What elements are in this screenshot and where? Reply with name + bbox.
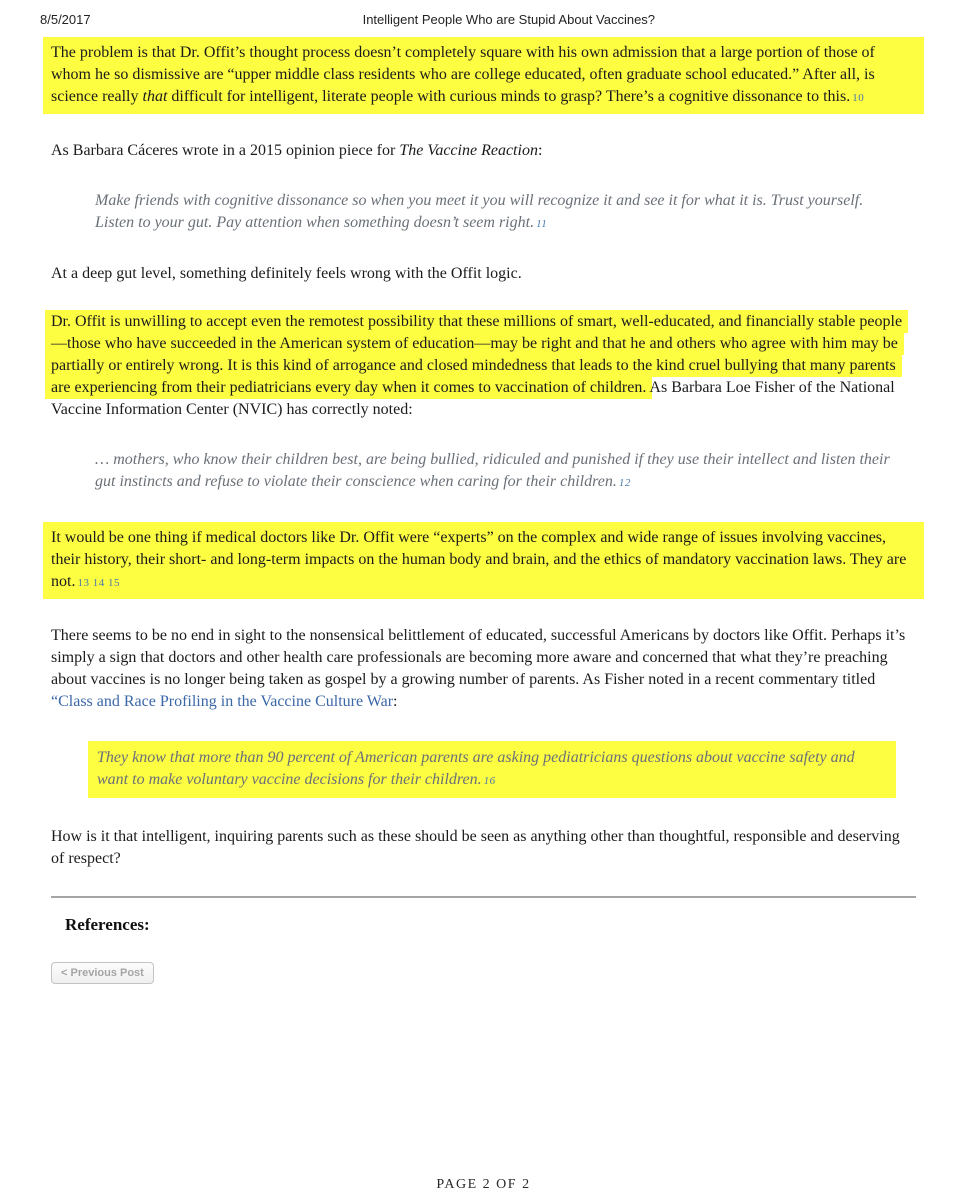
- paragraph-text: :: [537, 142, 543, 159]
- page-number: PAGE 2 OF 2: [436, 1177, 531, 1192]
- paragraph-text: As Barbara Cáceres wrote in a 2015 opinion piece for: [51, 142, 400, 159]
- blockquote-90-percent-highlighted: [88, 741, 896, 798]
- paragraph-text: difficult for intelligent, literate people with curious minds to grasp? There’s a cognitive dissonance to this.: [167, 88, 851, 105]
- paragraph-text: It would be one thing if medical doctors like Dr. Offit were “experts” on the complex and wide range of issues involving vaccines, their history, their short- and long-term impacts on the human body and brain, and the ethics of mandatory vaccination laws. They are not.: [51, 529, 907, 590]
- emphasized-word: that: [142, 88, 168, 105]
- references-heading: References:: [65, 915, 150, 934]
- paragraph-deserving-respect: How is it that intelligent, inquiring parents such as these should be seen as anything other than thoughtful, responsible and deserving of respect?: [51, 828, 900, 867]
- previous-post-button[interactable]: < Previous Post: [51, 962, 154, 984]
- quote-text: … mothers, who know their children best, are being bullied, ridiculed and punished if they use their intellect and listen their gut instincts and refuse to violate their conscience when caring for their children.: [95, 451, 890, 490]
- page-title: Intelligent People Who are Stupid About Vaccines?: [362, 12, 656, 27]
- paragraph-highlighted-offit-problem: [43, 37, 924, 114]
- paragraph-text: There seems to be no end in sight to the nonsensical belittlement of educated, successful Americans by doctors like Offit. Perhaps it’s simply a sign that doctors and other health care professionals are becoming more aware and concerned that what they’re preaching about vaccines is no longer being taken as gospel by a growing number of parents. As Fisher noted in a recent commentary titled: [51, 627, 906, 688]
- quote-text: Make friends with cognitive dissonance so when you meet it you will recognize it and see it for what it is. Trust yourself. Listen to your gut. Pay attention when something doesn’t seem right.: [95, 192, 864, 231]
- paragraph-highlighted-experts: [43, 522, 924, 599]
- paragraph-text: :: [393, 693, 398, 710]
- quote-text: They know that more than 90 percent of American parents are asking pediatricians questions about vaccine safety and want to make voluntary vaccine decisions for their children.: [97, 749, 855, 788]
- print-header: [0, 0, 967, 27]
- footnote-links-13-14-15[interactable]: 13 14 15: [77, 577, 120, 589]
- paragraph-offit-unwilling: [51, 311, 916, 421]
- class-and-race-profiling-link[interactable]: “Class and Race Profiling in the Vaccine Culture War: [51, 693, 394, 710]
- footnote-link-10[interactable]: 10: [852, 92, 865, 104]
- blockquote-mothers-bullied: [95, 449, 898, 494]
- paragraph-gut-level: At a deep gut level, something definitely feels wrong with the Offit logic.: [51, 265, 522, 282]
- print-date: 8/5/2017: [40, 12, 91, 27]
- footnote-link-11[interactable]: 11: [536, 218, 548, 230]
- paragraph-text: The problem is that Dr. Offit’s thought process doesn’t completely square with his own admission that a large portion of those of whom he so dismissive are “upper middle class residents who are college educated, often graduate school educated.” After all, is science really: [51, 44, 875, 105]
- paragraph-caceres-intro: [51, 140, 916, 162]
- divider: [51, 896, 916, 898]
- paragraph-text: As Barbara Loe Fisher of the National Vaccine Information Center (NVIC) has correctly noted:: [51, 379, 895, 418]
- blockquote-cognitive-dissonance: [95, 190, 898, 235]
- publication-name: The Vaccine Reaction: [399, 142, 538, 159]
- footnote-link-12[interactable]: 12: [618, 477, 631, 489]
- highlighted-passage: Dr. Offit is unwilling to accept even the remotest possibility that these millions of smart, well-educated, and financially stable people—those who have succeeded in the American system of education—may be right and that he and others who agree with him may be partially or entirely wrong. It is this kind of arrogance and closed mindedness that leads to the kind cruel bullying that many parents are experiencing from their pediatricians every day when it comes to vaccination of children.: [45, 310, 908, 399]
- article-content: [51, 37, 916, 984]
- paragraph-no-end-in-sight: [51, 625, 916, 713]
- footnote-link-16[interactable]: 16: [483, 775, 496, 787]
